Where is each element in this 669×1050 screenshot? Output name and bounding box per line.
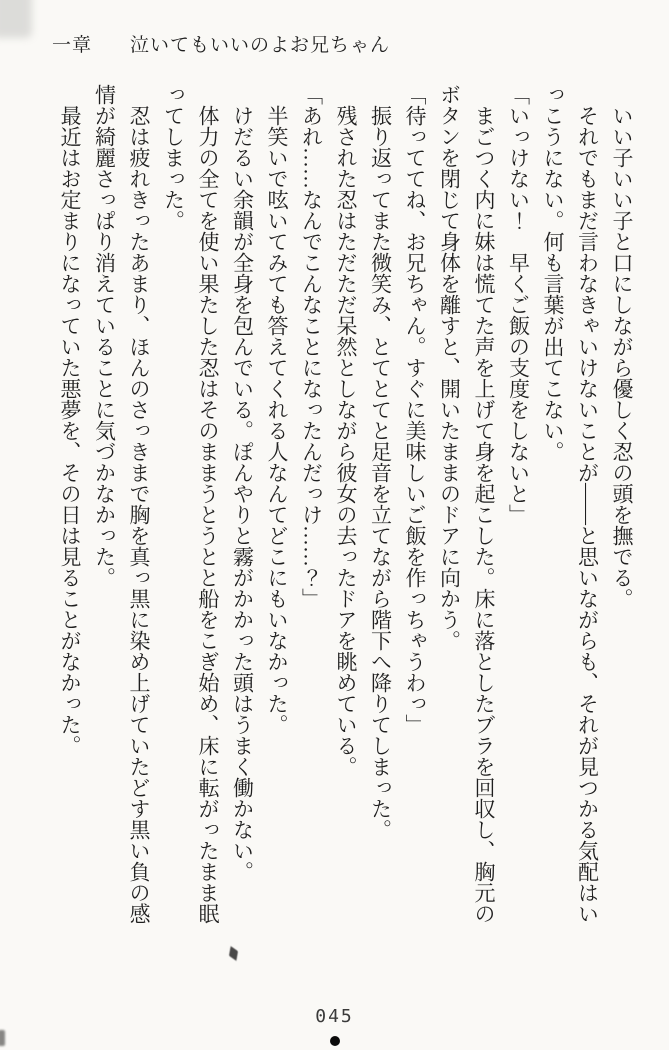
narrative-paragraph: まごつく内に妹は慌てた声を上げて身を起こした。床に落としたブラを回収し、胸元のボタンを閉じて身体を離すと、開いたままのドアに向かう。 [437, 84, 496, 924]
dialogue-paragraph: 「いっけない！ 早くご飯の支度をしないと」 [506, 84, 531, 525]
dialogue-paragraph: 「待っててね、お兄ちゃん。すぐに美味しいご飯を作っちゃうわっ」 [403, 84, 427, 735]
narrative-paragraph: 最近はお定まりになっていた悪夢を、その日は見ることがなかった。 [58, 105, 82, 756]
chapter-title: 泣いてもいいのよお兄ちゃん [130, 35, 391, 56]
narrative-paragraph: それでもまだ言わなきゃいけないことが――と思いながらも、それが見つかる気配はいっこうにない。何も言葉が出てこない。 [541, 84, 600, 924]
narrative-paragraph: 振り返ってまた微笑み、とてとてと足音を立てながら階下へ降りてしまった。 [368, 105, 393, 840]
narrative-paragraph: けだるい余韻が全身を包んでいる。ぽんやりと霧がかかった頭はうまく働かない。 [230, 105, 255, 882]
page-number: 045 [315, 1006, 354, 1027]
narrative-paragraph: 体力の全てを使い果たした忍はそのままうとうとと船をこぎ始め、床に転がったまま眠ってしまった。 [161, 84, 220, 924]
running-header [52, 30, 390, 57]
text-block [53, 84, 640, 936]
scan-artifact-speck [229, 946, 238, 961]
scan-artifact-top-left [0, 0, 32, 38]
narrative-paragraph: 忍は疲れきったあまり、ほんのさっきまで胸を真っ黒に染め上げていたどす黒い負の感情が綺麗さっぱり消えていることに気づかなかった。 [92, 84, 151, 924]
chapter-number: 一章 [52, 35, 93, 56]
narrative-paragraph: 半笑いで呟いてみても答えてくれる人なんてどこにもいなかった。 [265, 105, 289, 735]
narrative-paragraph: いい子いい子と口にしながら優しく忍の頭を撫でる。 [610, 105, 634, 609]
dialogue-paragraph: 「あれ……なんでこんなことになったんだっけ……？」 [299, 84, 324, 609]
narrative-paragraph: 残された忍はただただ呆然としながら彼女の去ったドアを眺めている。 [334, 105, 358, 777]
scan-artifact-bottom-left [0, 1030, 5, 1046]
page-marker-dot-icon [330, 1036, 340, 1046]
